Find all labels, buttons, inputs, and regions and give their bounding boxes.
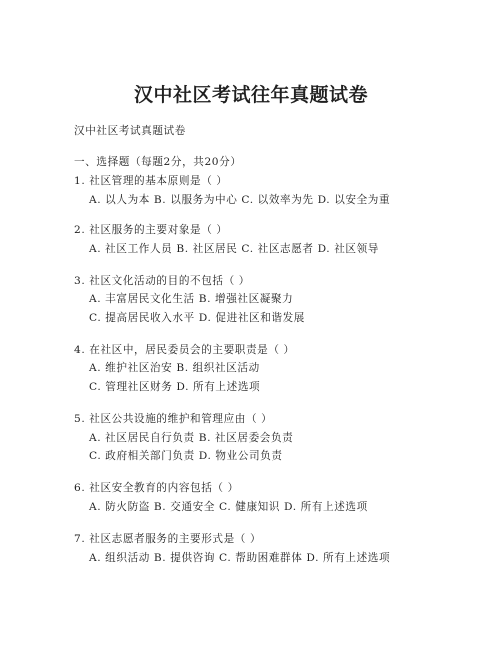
page-title: 汉中社区考试往年真题试卷 bbox=[133, 84, 368, 106]
subtitle: 汉中社区考试真题试卷 bbox=[74, 125, 186, 137]
question-2: 2. 社区服务的主要对象是（ ） bbox=[74, 224, 228, 236]
question-3-options-line2: C. 提高居民收入水平 D. 促进社区和谐发展 bbox=[89, 312, 305, 324]
question-4-options-line1: A. 维护社区治安 B. 组织社区活动 bbox=[89, 362, 260, 374]
question-1: 1. 社区管理的基本原则是（ ） bbox=[74, 175, 228, 187]
question-7-options: A. 组织活动 B. 提供咨询 C. 帮助困难群体 D. 所有上述选项 bbox=[89, 552, 391, 564]
question-2-options: A. 社区工作人员 B. 社区居民 C. 社区志愿者 D. 社区领导 bbox=[89, 243, 380, 255]
question-3-options-line1: A. 丰富居民文化生活 B. 增强社区凝聚力 bbox=[89, 293, 294, 305]
question-1-options: A. 以人为本 B. 以服务为中心 C. 以效率为先 D. 以安全为重 bbox=[89, 194, 391, 206]
question-5-options-line1: A. 社区居民自行负责 B. 社区居委会负责 bbox=[89, 432, 294, 444]
question-4: 4. 在社区中，居民委员会的主要职责是（ ） bbox=[74, 344, 295, 356]
question-6: 6. 社区安全教育的内容包括（ ） bbox=[74, 482, 239, 494]
section-heading: 一、选择题（每题2分，共20分） bbox=[74, 156, 242, 168]
question-7: 7. 社区志愿者服务的主要形式是（ ） bbox=[74, 533, 262, 545]
question-6-options: A. 防火防盗 B. 交通安全 C. 健康知识 D. 所有上述选项 bbox=[89, 501, 368, 513]
question-3: 3. 社区文化活动的目的不包括（ ） bbox=[74, 275, 250, 287]
question-5: 5. 社区公共设施的维护和管理应由（ ） bbox=[74, 413, 273, 425]
question-4-options-line2: C. 管理社区财务 D. 所有上述选项 bbox=[89, 381, 261, 393]
question-5-options-line2: C. 政府相关部门负责 D. 物业公司负责 bbox=[89, 450, 283, 462]
